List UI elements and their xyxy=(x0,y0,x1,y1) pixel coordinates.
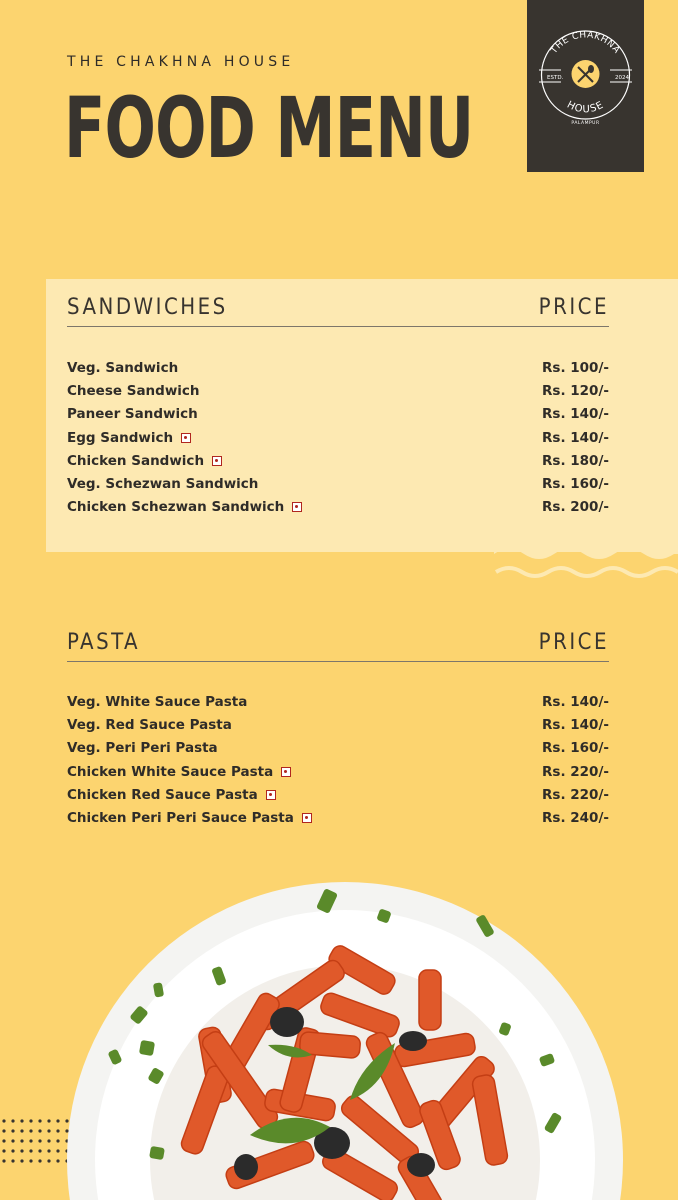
menu-item-name-text: Chicken Schezwan Sandwich xyxy=(67,499,285,516)
menu-item-name-text: Chicken White Sauce Pasta xyxy=(67,763,274,780)
menu-item-name-text: Veg. White Sauce Pasta xyxy=(67,693,248,710)
menu-item-name-text: Veg. Peri Peri Pasta xyxy=(67,740,218,757)
pasta-header xyxy=(67,630,609,662)
svg-text:THE CHAKHNA xyxy=(549,30,622,56)
menu-item xyxy=(67,496,609,519)
menu-item xyxy=(67,783,609,806)
menu-item-name xyxy=(67,406,198,422)
menu-item-name xyxy=(67,383,200,399)
menu-item-name-text: Veg. Sandwich xyxy=(67,359,179,376)
menu-item-name-text: Chicken Sandwich xyxy=(67,452,205,469)
menu-item-price: Rs. 200/- xyxy=(542,499,609,516)
menu-item-price: Rs. 140/- xyxy=(542,429,609,446)
sandwiches-header xyxy=(67,295,609,327)
non-veg-icon xyxy=(281,767,291,777)
menu-item-price: Rs. 240/- xyxy=(542,810,609,827)
logo xyxy=(527,0,644,172)
logo-year: 2024 xyxy=(615,75,629,81)
menu-item-name xyxy=(67,810,312,826)
logo-top-text: THE CHAKHNA xyxy=(549,30,622,56)
menu-item-name xyxy=(67,499,302,515)
brand-name: THE CHAKHNA HOUSE xyxy=(67,54,295,70)
non-veg-icon xyxy=(181,433,191,443)
menu-item-price: Rs. 220/- xyxy=(542,763,609,780)
logo-location: PALAMPUR xyxy=(571,121,600,126)
fork-spoon-icon xyxy=(572,60,600,88)
pasta-plate-image xyxy=(0,865,678,1200)
menu-item-name xyxy=(67,694,247,710)
menu-item xyxy=(67,760,609,783)
menu-item-name-text: Paneer Sandwich xyxy=(67,406,198,423)
menu-item-name-text: Chicken Red Sauce Pasta xyxy=(67,786,258,803)
menu-item-price: Rs. 140/- xyxy=(542,693,609,710)
menu-item-name-text: Chicken Peri Peri Sauce Pasta xyxy=(67,810,294,827)
menu-item xyxy=(67,379,609,402)
wave-decoration xyxy=(494,544,678,584)
logo-estd: ESTD. xyxy=(547,75,564,81)
non-veg-icon xyxy=(266,790,276,800)
non-veg-icon xyxy=(292,502,302,512)
menu-item-name xyxy=(67,787,276,803)
sandwiches-list xyxy=(67,356,609,519)
menu-item-name-text: Cheese Sandwich xyxy=(67,382,200,399)
pasta-heading: PASTA xyxy=(67,630,141,655)
menu-item xyxy=(67,449,609,472)
menu-item xyxy=(67,472,609,495)
menu-item-name xyxy=(67,764,291,780)
menu-item-name xyxy=(67,430,191,446)
menu-item-price: Rs. 140/- xyxy=(542,406,609,423)
menu-item-name-text: Veg. Schezwan Sandwich xyxy=(67,476,259,493)
non-veg-icon xyxy=(212,456,222,466)
pasta-price-heading: PRICE xyxy=(538,630,609,655)
menu-item xyxy=(67,806,609,829)
non-veg-icon xyxy=(302,813,312,823)
menu-item-name xyxy=(67,717,232,733)
menu-title: FOOD MENU xyxy=(64,79,474,177)
menu-item-name xyxy=(67,360,178,376)
menu-item xyxy=(67,403,609,426)
menu-item-name xyxy=(67,740,218,756)
menu-item-price: Rs. 160/- xyxy=(542,476,609,493)
menu-item-price: Rs. 100/- xyxy=(542,359,609,376)
menu-item-price: Rs. 180/- xyxy=(542,452,609,469)
pasta-list xyxy=(67,690,609,830)
menu-item xyxy=(67,690,609,713)
menu-item-price: Rs. 140/- xyxy=(542,716,609,733)
menu-item-name xyxy=(67,476,258,492)
sandwiches-price-heading: PRICE xyxy=(538,295,609,320)
logo-bottom-text: HOUSE xyxy=(564,99,607,116)
menu-item-name-text: Veg. Red Sauce Pasta xyxy=(67,716,232,733)
menu-item-price: Rs. 120/- xyxy=(542,382,609,399)
sandwiches-heading: SANDWICHES xyxy=(67,295,228,320)
menu-item xyxy=(67,426,609,449)
menu-item-name-text: Egg Sandwich xyxy=(67,429,174,446)
menu-item xyxy=(67,737,609,760)
menu-item-price: Rs. 220/- xyxy=(542,786,609,803)
menu-item xyxy=(67,713,609,736)
penne-piece xyxy=(419,970,441,1030)
menu-item xyxy=(67,356,609,379)
menu-item-name xyxy=(67,453,222,469)
svg-text:HOUSE xyxy=(565,99,606,115)
menu-item-price: Rs. 160/- xyxy=(542,740,609,757)
